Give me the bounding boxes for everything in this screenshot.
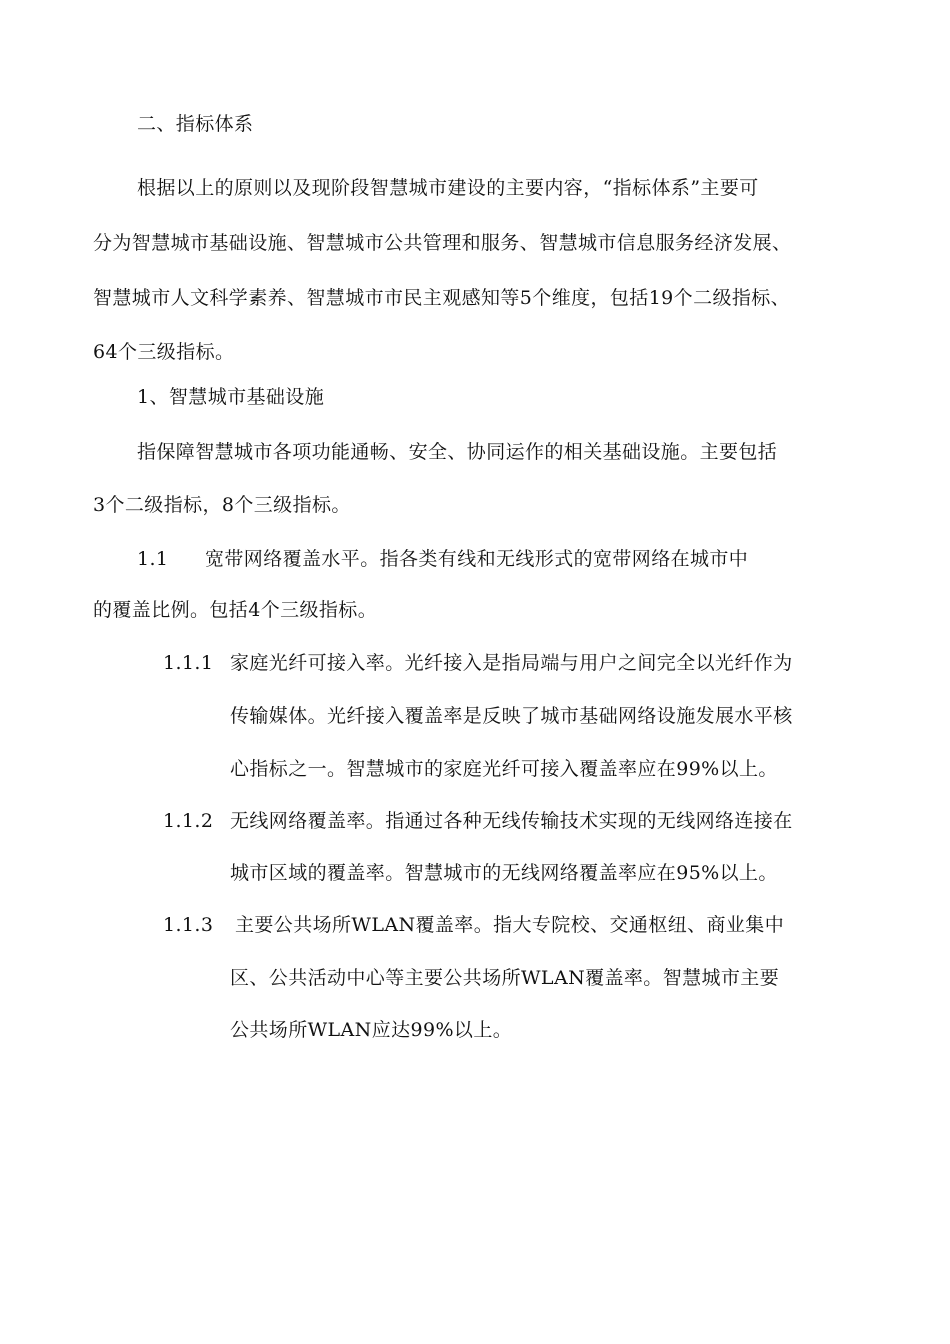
subitem-text-line-2: 城市区域的覆盖率。智慧城市的无线网络覆盖率应在95%以上。 — [230, 862, 778, 884]
intro-line-2: 分为智慧城市基础设施、智慧城市公共管理和服务、智慧城市信息服务经济发展、 — [93, 232, 792, 254]
subsection-desc-line-1: 指保障智慧城市各项功能通畅、安全、协同运作的相关基础设施。主要包括 — [137, 441, 778, 463]
subsection-title: 1、智慧城市基础设施 — [137, 386, 325, 408]
intro-line-4: 64个三级指标。 — [93, 341, 235, 363]
item-number: 1.1 — [137, 548, 169, 570]
intro-line-1: 根据以上的原则以及现阶段智慧城市建设的主要内容，“指标体系”主要可 — [137, 177, 759, 199]
subitem-number: 1.1.2 — [163, 810, 214, 832]
section-heading: 二、指标体系 — [137, 113, 254, 135]
subitem-number: 1.1.1 — [163, 652, 214, 674]
subitem-text-line-2: 传输媒体。光纤接入覆盖率是反映了城市基础网络设施发展水平核 — [230, 705, 793, 727]
subitem-text-line-1: 家庭光纤可接入率。光纤接入是指局端与用户之间完全以光纤作为 — [230, 652, 793, 674]
item-text-line-1: 宽带网络覆盖水平。指各类有线和无线形式的宽带网络在城市中 — [205, 548, 749, 570]
subitem-text-line-3: 公共场所WLAN应达99%以上。 — [230, 1019, 513, 1041]
subsection-desc-line-2: 3个二级指标，8个三级指标。 — [93, 494, 351, 516]
subitem-text-line-1: 无线网络覆盖率。指通过各种无线传输技术实现的无线网络连接在 — [230, 810, 793, 832]
intro-line-3: 智慧城市人文科学素养、智慧城市市民主观感知等5个维度，包括19个二级指标、 — [93, 287, 791, 309]
subitem-text-line-1: 主要公共场所WLAN覆盖率。指大专院校、交通枢纽、商业集中 — [235, 914, 785, 936]
subitem-text-line-2: 区、公共活动中心等主要公共场所WLAN覆盖率。智慧城市主要 — [230, 967, 780, 989]
subitem-number: 1.1.3 — [163, 914, 214, 936]
item-text-line-2: 的覆盖比例。包括4个三级指标。 — [93, 599, 378, 621]
subitem-text-line-3: 心指标之一。智慧城市的家庭光纤可接入覆盖率应在99%以上。 — [230, 758, 778, 780]
